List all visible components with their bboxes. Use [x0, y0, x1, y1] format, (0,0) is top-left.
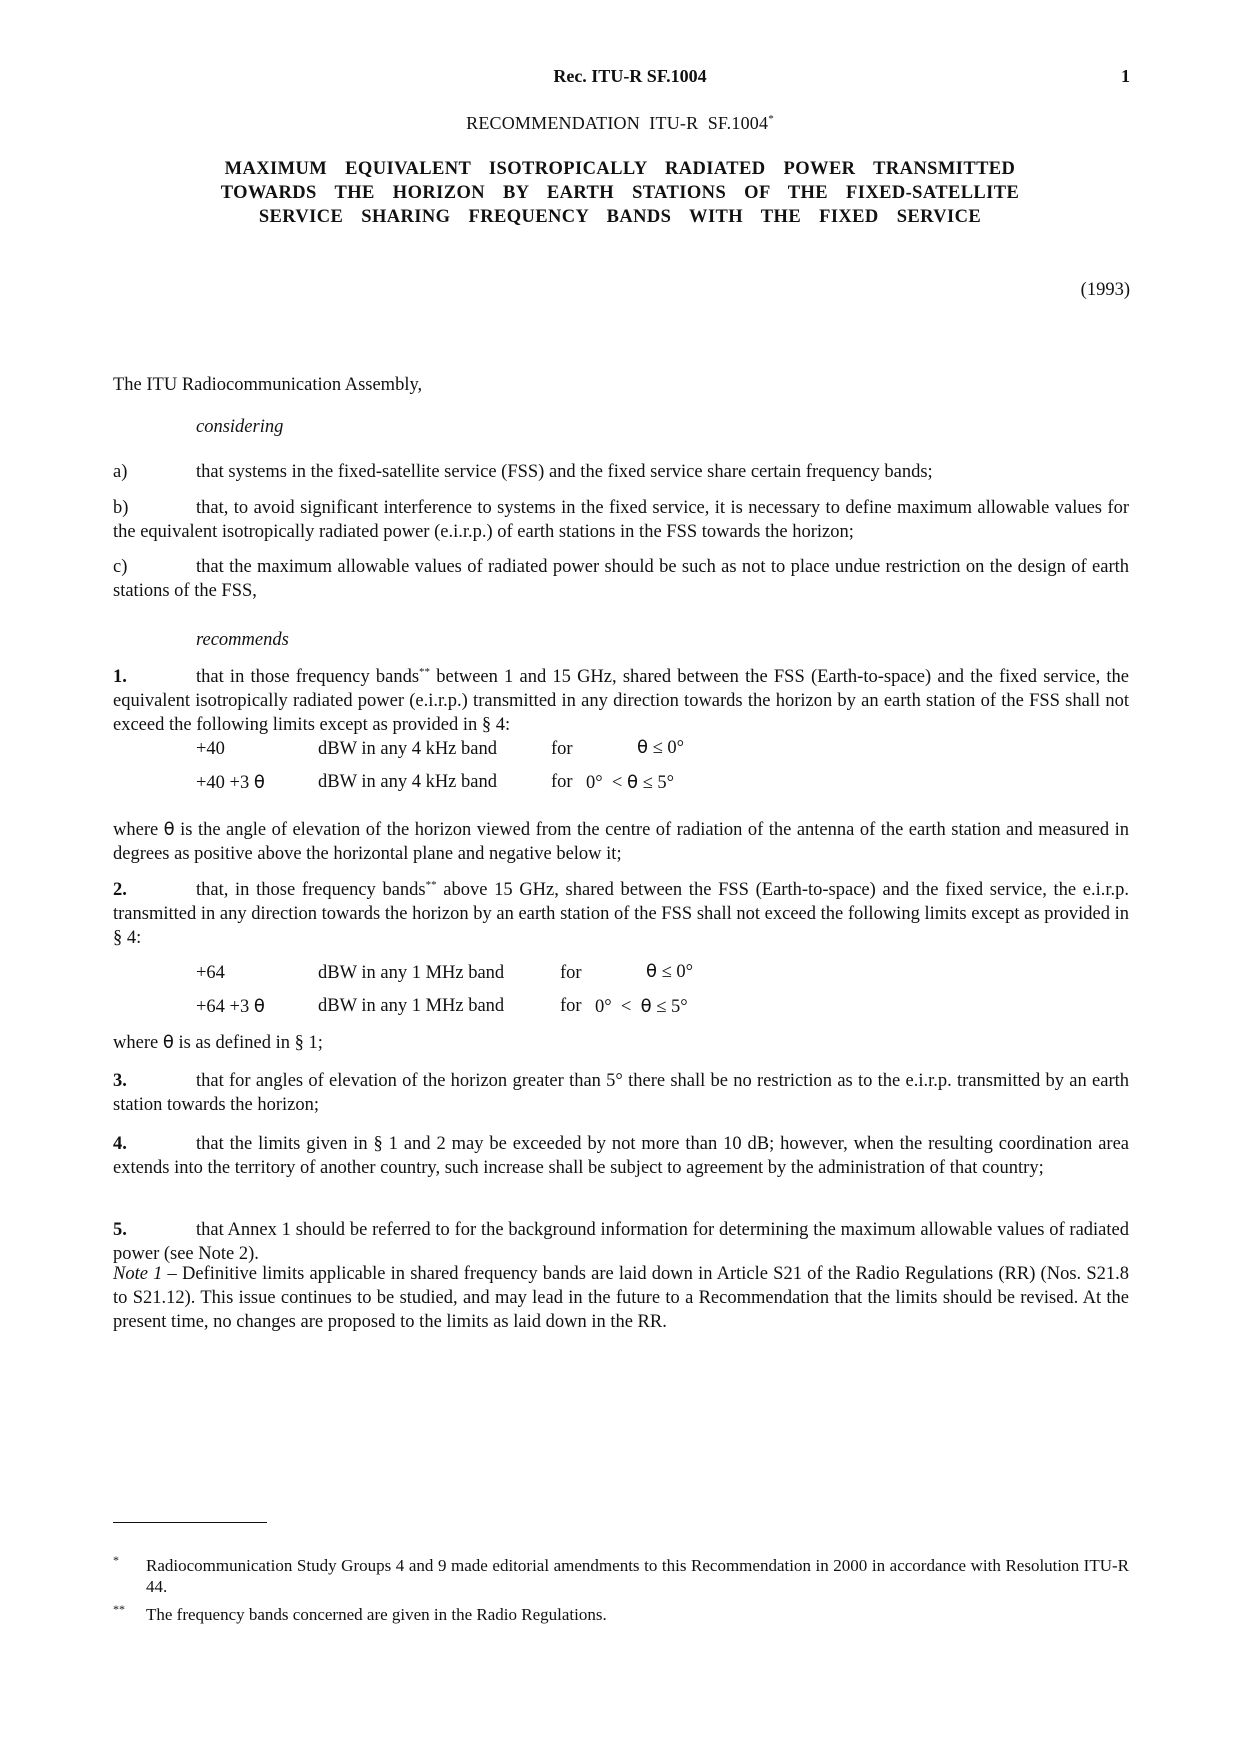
theta-symbol: θ — [162, 1032, 174, 1053]
limit-range — [637, 737, 684, 759]
item-number: 1. — [113, 667, 127, 687]
item-text: that the maximum allowable values of radiated power should be such as not to place undue restriction on the design of earth stations of the FSS, — [113, 557, 1129, 601]
limit-range — [586, 772, 674, 794]
note-1 — [113, 1262, 1129, 1334]
item-text: that the limits given in § 1 and 2 may be exceeded by not more than 10 dB; however, when the resulting coordination area extends into the territory of another country, such increase shall be subject to agreement by the administration of that country; — [113, 1134, 1129, 1178]
limit-unit: dBW in any 4 kHz band — [318, 772, 497, 792]
item-label: c) — [113, 557, 128, 577]
considering-item-b — [113, 496, 1129, 544]
range-suffix: ≤ 0° — [657, 962, 694, 982]
recommends-item-2 — [113, 878, 1129, 950]
publication-year: (1993) — [1080, 280, 1130, 300]
range-suffix: ≤ 5° — [651, 997, 688, 1017]
limit-unit: dBW in any 1 MHz band — [318, 996, 505, 1016]
item-text-a: that in those frequency bands — [196, 667, 420, 687]
limit-range — [595, 996, 688, 1018]
footnote-mark: * — [113, 1553, 119, 1567]
item-number: 5. — [113, 1220, 127, 1240]
where-prefix: where — [113, 1033, 163, 1053]
considering-heading: considering — [196, 417, 284, 437]
range-suffix: ≤ 5° — [637, 773, 675, 793]
footnote-text: Radiocommunication Study Groups 4 and 9 made editorial amendments to this Recommendation in 2000 in accordance with Resolution ITU-R 44. — [146, 1556, 1129, 1596]
item-text-a: that, in those frequency bands — [196, 880, 426, 900]
where-prefix: where — [113, 820, 164, 840]
item-number: 2. — [113, 880, 127, 900]
limit-value-text: +64 +3 — [196, 997, 254, 1017]
footnote-ref-double-star: ** — [425, 879, 437, 891]
limit-value-text: +40 +3 — [196, 773, 254, 793]
footnote-ref-star: * — [768, 113, 774, 125]
footnote-mark: ** — [113, 1602, 125, 1616]
document-title — [160, 157, 1080, 229]
range-prefix: 0° < — [595, 997, 641, 1017]
limit-value — [196, 772, 265, 794]
limit-for: for — [560, 963, 582, 983]
page-number: 1 — [1121, 66, 1130, 86]
title-line-3: SERVICE SHARING FREQUENCY BANDS WITH THE FIXED SERVICE — [258, 207, 982, 227]
running-header-title: Rec. ITU-R SF.1004 — [553, 66, 707, 86]
theta-definition — [113, 818, 1129, 866]
recommends-item-4 — [113, 1132, 1129, 1180]
note-label: Note 1 — [113, 1264, 163, 1284]
limit-for: for — [560, 996, 582, 1016]
limit-unit: dBW in any 1 MHz band — [318, 963, 505, 983]
theta-symbol: θ — [253, 996, 265, 1017]
theta-symbol: θ — [637, 737, 649, 758]
item-text-b: between 1 and 15 GHz, shared between the FSS (Earth-to-space) and the fixed service, the equivalent isotropically radiated power (e.i.r.p.) transmitted in any direction towards the horizon by an earth station of the FSS shall not exceed the following limits except as provided in § 4: — [113, 667, 1129, 735]
item-text: that for angles of elevation of the horizon greater than 5° there shall be no restriction as to the e.i.r.p. transmitted by an earth station towards the horizon; — [113, 1071, 1129, 1115]
theta-symbol: θ — [163, 819, 175, 840]
assembly-intro: The ITU Radiocommunication Assembly, — [113, 375, 423, 395]
limit-value — [196, 996, 265, 1018]
item-text-b: above 15 GHz, shared between the FSS (Earth-to-space) and the fixed service, the e.i.r.p. transmitted in any direction towards the horizon by an earth station of the FSS shall not exceed the following limits except as provided in § 4: — [113, 880, 1130, 948]
item-text: that systems in the fixed-satellite service (FSS) and the fixed service share certain frequency bands; — [196, 462, 933, 482]
item-number: 4. — [113, 1134, 127, 1154]
considering-item-c — [113, 555, 1129, 603]
range-suffix: ≤ 0° — [648, 738, 685, 758]
note-text: Definitive limits applicable in shared frequency bands are laid down in Article S21 of the Radio Regulations (RR) (Nos. S21.8 to S21.12). This issue continues to be studied, and may lead in the future to a Recommendation that the limits should be revised. At the present time, no changes are proposed to the limits as laid down in the RR. — [113, 1264, 1129, 1332]
theta-symbol: θ — [626, 772, 638, 793]
item-text: that Annex 1 should be referred to for the background information for determining the maximum allowable values of radiated power (see Note 2). — [113, 1220, 1129, 1264]
range-prefix: 0° < — [586, 773, 627, 793]
limit-unit: dBW in any 4 kHz band — [318, 739, 497, 759]
item-number: 3. — [113, 1071, 127, 1091]
considering-item-a — [113, 460, 1129, 484]
item-label: b) — [113, 498, 129, 518]
footnote-divider — [113, 1522, 267, 1523]
footnote-2 — [113, 1604, 1129, 1625]
where-text: is the angle of elevation of the horizon viewed from the centre of radiation of the antenna of the earth station and measured in degrees as positive above the horizontal plane and negative below it; — [113, 820, 1129, 864]
note-dash: – — [162, 1264, 182, 1284]
footnote-ref-double-star: ** — [419, 666, 431, 678]
footnote-1 — [113, 1555, 1129, 1597]
recommends-item-3 — [113, 1069, 1129, 1117]
item-text: that, to avoid significant interference to systems in the fixed service, it is necessary to define maximum allowable values for the equivalent isotropically radiated power (e.i.r.p.) of earth stations in the FSS towards the horizon; — [113, 498, 1129, 542]
theta-reference — [113, 1031, 1129, 1055]
recommendation-heading — [0, 113, 1240, 134]
recommends-heading: recommends — [196, 630, 289, 650]
limit-value: +64 — [196, 963, 225, 983]
limit-for: for — [551, 772, 573, 792]
limit-range — [646, 961, 693, 983]
theta-symbol: θ — [640, 996, 652, 1017]
limit-for: for — [551, 739, 573, 759]
limit-value: +40 — [196, 739, 225, 759]
theta-symbol: θ — [253, 772, 265, 793]
recommends-item-5 — [113, 1218, 1129, 1266]
recommends-item-1 — [113, 665, 1129, 737]
recommendation-heading-text: RECOMMENDATION ITU-R SF.1004 — [466, 113, 769, 133]
title-line-1: MAXIMUM EQUIVALENT ISOTROPICALLY RADIATED POWER TRANSMITTED — [224, 159, 1016, 179]
footnote-text: The frequency bands concerned are given in the Radio Regulations. — [146, 1605, 607, 1624]
item-label: a) — [113, 462, 128, 482]
theta-symbol: θ — [646, 961, 658, 982]
where-text: is as defined in § 1; — [173, 1033, 323, 1053]
title-line-2: TOWARDS THE HORIZON BY EARTH STATIONS OF THE FIXED-SATELLITE — [220, 183, 1020, 203]
